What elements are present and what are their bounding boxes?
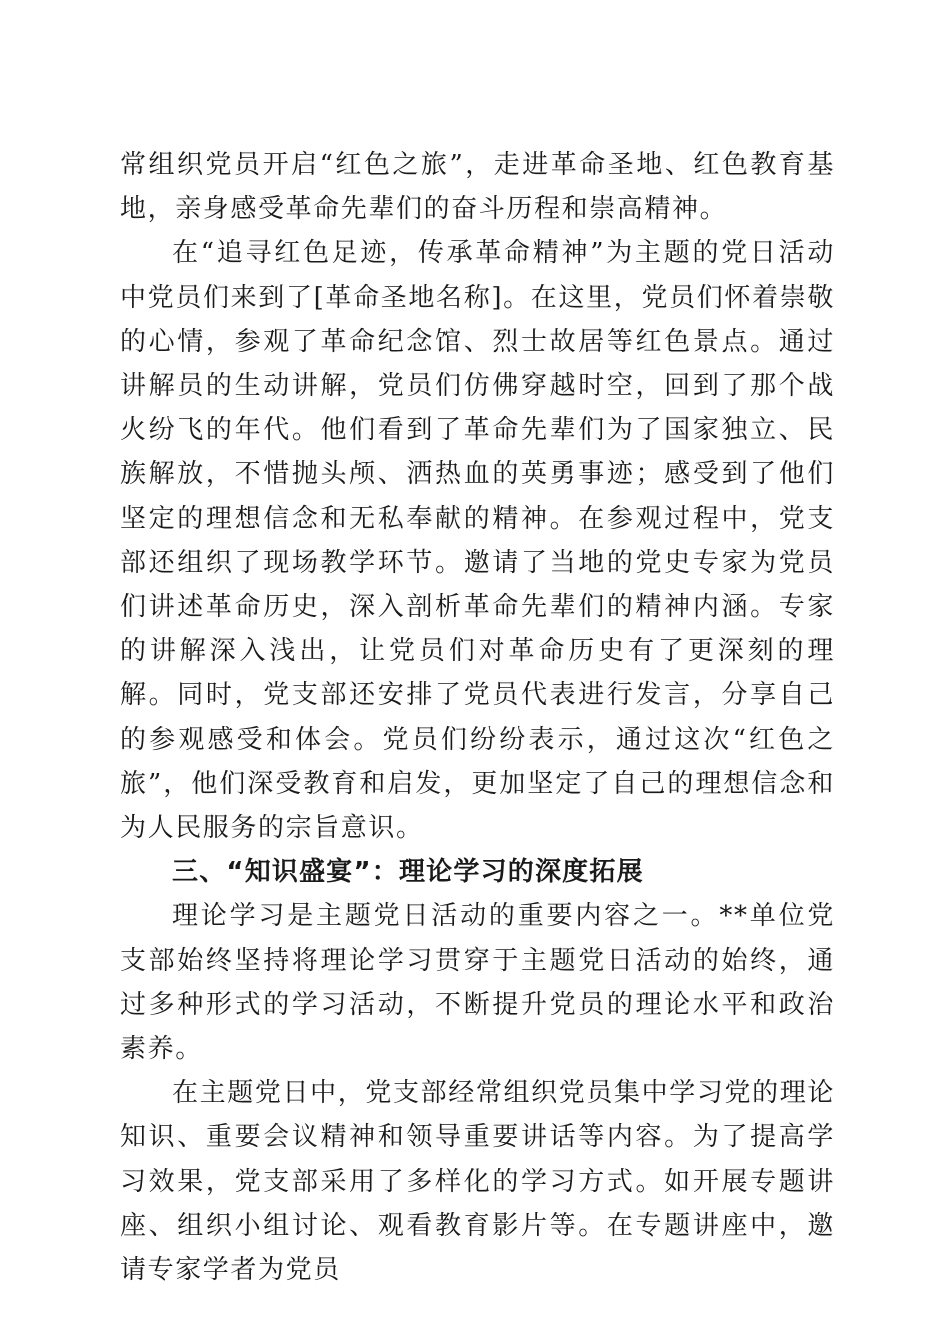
- document-body: [120, 143, 835, 1292]
- paragraph-red-journey: 在“追寻红色足迹，传承革命精神”为主题的党日活动中党员们来到了[革命圣地名称]。在这里，党员们怀着崇敬的心情，参观了革命纪念馆、烈士故居等红色景点。通过讲解员的生动讲解，党员们仿佛穿越时空，回到了那个战火纷飞的年代。他们看到了革命先辈们为了国家独立、民族解放，不惜抛头颅、洒热血的英勇事迹；感受到了他们坚定的理想信念和无私奉献的精神。在参观过程中，党支部还组织了现场教学环节。邀请了当地的党史专家为党员们讲述革命历史，深入剖析革命先辈们的精神内涵。专家的讲解深入浅出，让党员们对革命历史有了更深刻的理解。同时，党支部还安排了党员代表进行发言，分享自己的参观感受和体会。党员们纷纷表示，通过这次“红色之旅”，他们深受教育和启发，更加坚定了自己的理想信念和为人民服务的宗旨意识。: [120, 238, 835, 844]
- paragraph-study-methods: 在主题党日中，党支部经常组织党员集中学习党的理论知识、重要会议精神和领导重要讲话等内容。为了提高学习效果，党支部采用了多样化的学习方式。如开展专题讲座、组织小组讨论、观看教育影片等。在专题讲座中，邀请专家学者为党员: [120, 1078, 835, 1286]
- paragraph-theory-study: 理论学习是主题党日活动的重要内容之一。**单位党支部始终坚持将理论学习贯穿于主题党日活动的始终，通过多种形式的学习活动，不断提升党员的理论水平和政治素养。: [120, 901, 835, 1065]
- paragraph-continuation: 常组织党员开启“红色之旅”，走进革命圣地、红色教育基地，亲身感受革命先辈们的奋斗历程和崇高精神。: [120, 150, 835, 225]
- section-heading-three: 三、“知识盛宴”：理论学习的深度拓展: [172, 857, 644, 888]
